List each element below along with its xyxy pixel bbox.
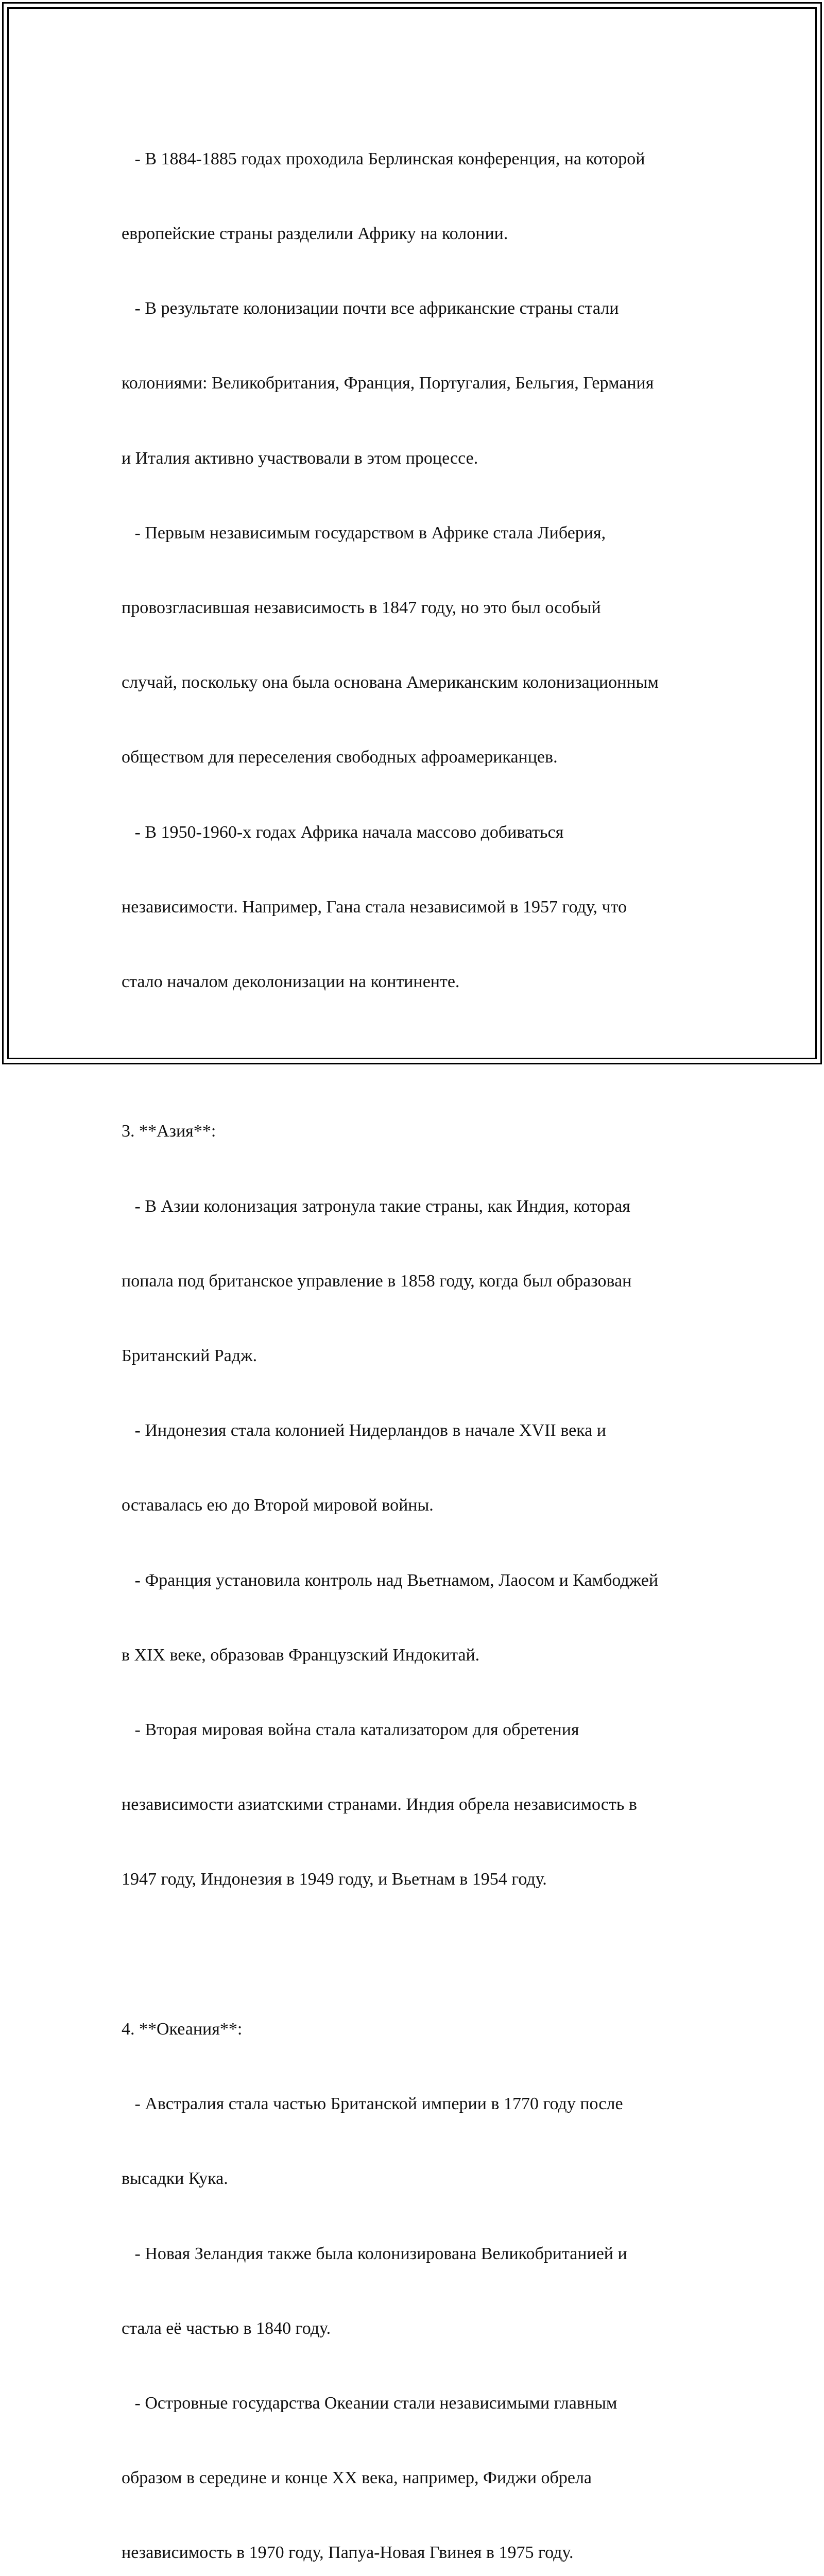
text-line: образом в середине и конце XX века, например, Фиджи обрела (122, 2468, 592, 2488)
section-heading-asia: 3. **Азия**: (122, 1122, 216, 1141)
text-line: - Франция установила контроль над Вьетнамом, Лаосом и Камбоджей (122, 1570, 659, 1590)
text-line: - В результате колонизации почти все африканские страны стали (122, 299, 619, 318)
text-line: попала под британское управление в 1858 году, когда был образован (122, 1271, 632, 1291)
text-line: - Индонезия стала колонией Нидерландов в начале XVII века и (122, 1421, 606, 1440)
text-line: - Островные государства Океании стали независимыми главным (122, 2393, 617, 2413)
text-line: стала её частью в 1840 году. (122, 2318, 331, 2338)
blank-line (122, 1044, 740, 1069)
text-line: стало началом деколонизации на континенте. (122, 972, 460, 992)
text-line: провозгласившая независимость в 1847 году, но это был особый (122, 598, 601, 618)
text-line: и Италия активно участвовали в этом процессе. (122, 448, 478, 468)
text-line: - Новая Зеландия также была колонизирована Великобританией и (122, 2244, 627, 2263)
blank-line (122, 1942, 740, 1967)
document-body (122, 97, 740, 2576)
section-heading-oceania: 4. **Океания**: (122, 2019, 243, 2039)
text-line: - В 1884-1885 годах проходила Берлинская конференция, на которой (122, 149, 645, 168)
text-line: обществом для переселения свободных афроамериканцев. (122, 748, 558, 767)
text-line: независимости азиатскими странами. Индия обрела независимость в (122, 1795, 637, 1815)
text-line: - В 1950-1960-х годах Африка начала массово добиваться (122, 822, 564, 842)
text-line: независимость в 1970 году, Папуа-Новая Гвинея в 1975 году. (122, 2543, 574, 2563)
text-line: - Вторая мировая война стала катализатором для обретения (122, 1720, 579, 1740)
text-line: колониями: Великобритания, Франция, Португалия, Бельгия, Германия (122, 374, 654, 393)
text-line: европейские страны разделили Африку на колонии. (122, 224, 508, 244)
text-line: - В Азии колонизация затронула такие страны, как Индия, которая (122, 1196, 630, 1216)
text-line: - Первым независимым государством в Африке стала Либерия, (122, 523, 606, 543)
text-line: - Австралия стала частью Британской империи в 1770 году после (122, 2094, 623, 2114)
text-line: независимости. Например, Гана стала независимой в 1957 году, что (122, 897, 627, 917)
text-line: 1947 году, Индонезия в 1949 году, и Вьетнам в 1954 году. (122, 1870, 547, 1889)
text-line: оставалась ею до Второй мировой войны. (122, 1496, 434, 1515)
text-line: высадки Кука. (122, 2169, 228, 2189)
text-line: в XIX веке, образовав Французский Индокитай. (122, 1645, 480, 1665)
text-line: случай, поскольку она была основана Американским колонизационным (122, 673, 659, 692)
text-line: Британский Радж. (122, 1346, 258, 1366)
